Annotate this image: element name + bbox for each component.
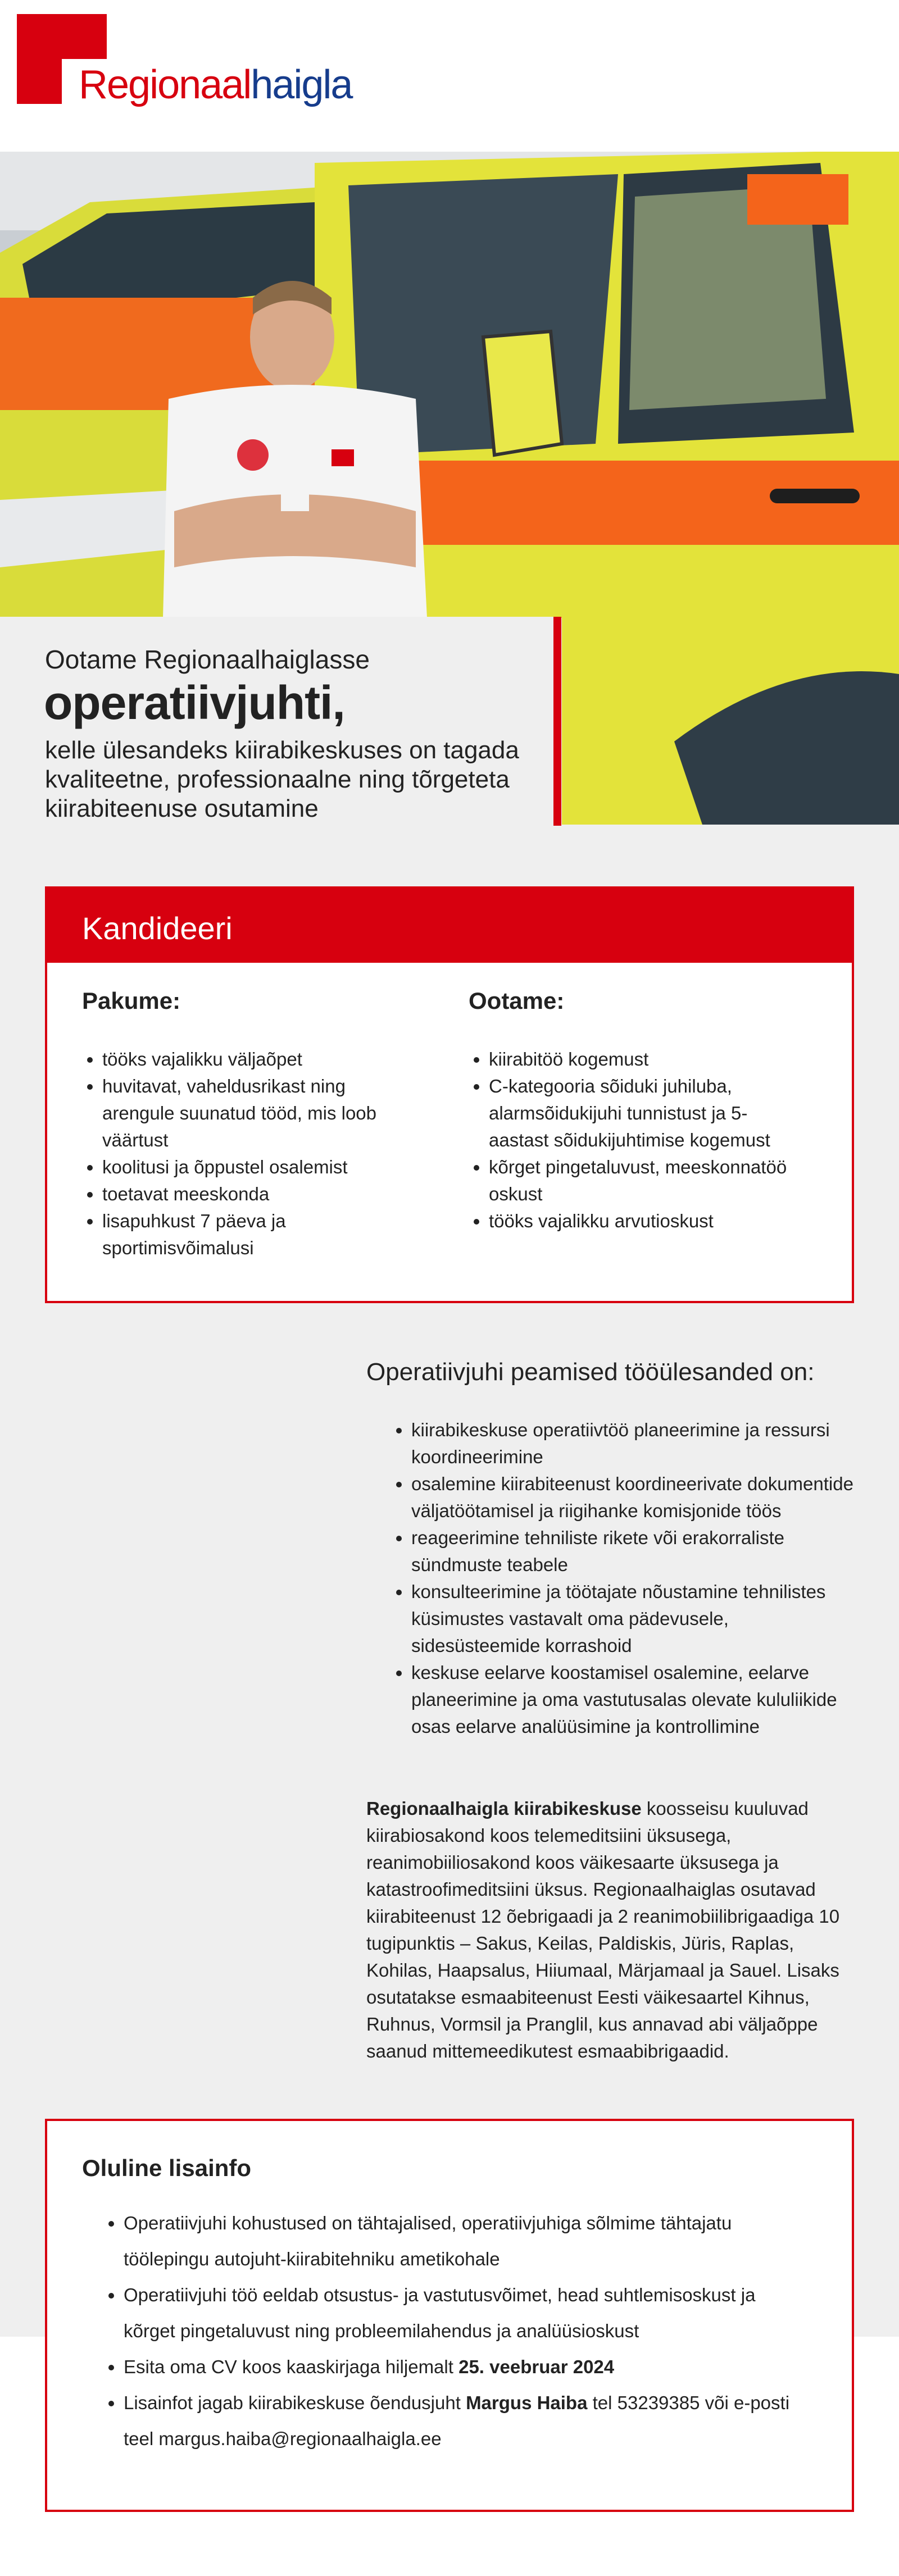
logo-wordmark-part2: haigla bbox=[251, 62, 352, 107]
info-card bbox=[45, 2119, 854, 2512]
offer-title: Pakume: bbox=[82, 987, 181, 1014]
contact-details[interactable]: tel 53239385 või e-posti teel margus.haiba@regionaalhaigla.ee bbox=[124, 2392, 790, 2449]
about-text: koosseisu kuuluvad kiirabiosakond koos telemeditsiini üksusega, reanimobiiliosakond koos väikesaarte üksusega ja katastroofimeditsiini üksus. Regionaalhaiglas osutavad kiirabiteenust 12 õebrigaadi ja 2 reanimobiilibrigaadiga 10 tugipunktis – Sakus, Keilas, Paldiskis, Jüris, Raplas, Kohilas, Haapsalus, Hiiumaal, Märjamaal ja Sauel. Lisaks osutatakse esmaabiteenust Eesti väikesaartel Kihnus, Ruhnus, Vormsil ja Pranglil, kus annavad abi väljaõppe saanud mittemeedikutest esmaabibrigaadid. bbox=[366, 1798, 840, 2061]
intro-lead: Ootame Regionaalhaiglasse bbox=[45, 645, 370, 674]
deadline-text: Esita oma CV koos kaaskirjaga hiljemalt bbox=[124, 2356, 459, 2377]
offer-list bbox=[82, 1046, 414, 1262]
apply-card-header[interactable] bbox=[47, 889, 852, 963]
list-item: • keskuse eelarve koostamisel osalemine, eelarve planeerimine ja oma vastutusalas olevate kululiikide osas eelarve analüüsimine ja kontrollimine bbox=[411, 1659, 857, 1740]
info-list bbox=[103, 2205, 811, 2457]
info-card-title: Oluline lisainfo bbox=[82, 2155, 252, 2181]
apply-card bbox=[45, 886, 854, 1303]
logo-wordmark[interactable] bbox=[79, 62, 352, 107]
list-item bbox=[124, 2385, 811, 2457]
list-item: • tööks vajalikku väljaõpet bbox=[102, 1046, 414, 1073]
list-item: • konsulteerimine ja töötajate nõustamine tehnilistes küsimustes vastavalt oma pädevusele, sidesüsteemide korrashoid bbox=[411, 1578, 857, 1659]
apply-button-label[interactable]: Kandideeri bbox=[82, 911, 233, 946]
list-item: • kõrget pingetaluvust, meeskonnatöö oskust bbox=[489, 1154, 806, 1208]
deadline-date: 25. veebruar 2024 bbox=[458, 2356, 615, 2377]
expect-list bbox=[469, 1046, 806, 1235]
contact-text: Lisainfot jagab kiirabikeskuse õendusjuht bbox=[124, 2392, 466, 2413]
duties-title: Operatiivjuhi peamised tööülesanded on: bbox=[366, 1358, 815, 1386]
list-item: • lisapuhkust 7 päeva ja sportimisvõimalusi bbox=[102, 1208, 414, 1262]
list-item: • kiirabitöö kogemust bbox=[489, 1046, 806, 1073]
list-item: • koolitusi ja õppustel osalemist bbox=[102, 1154, 414, 1181]
about-bold-lead: Regionaalhaigla kiirabikeskuse bbox=[366, 1798, 642, 1819]
list-item: • toetavat meeskonda bbox=[102, 1181, 414, 1208]
list-item: • Operatiivjuhi kohustused on tähtajalised, operatiivjuhiga sõlmime tähtajatu töölepingu autojuht-kiirabitehniku ametikohale bbox=[124, 2205, 811, 2277]
list-item: • Operatiivjuhi töö eeldab otsustus- ja vastutusvõimet, head suhtlemisoskust ja kõrget pingetaluvust ning probleemilahendus ja analüüsioskust bbox=[124, 2277, 811, 2349]
expect-title: Ootame: bbox=[469, 987, 565, 1014]
about-paragraph bbox=[366, 1795, 861, 2065]
list-item: • kiirabikeskuse operatiivtöö planeerimine ja ressursi koordineerimine bbox=[411, 1417, 857, 1471]
intro-accent-bar bbox=[553, 617, 561, 826]
list-item bbox=[124, 2349, 811, 2385]
page-title: operatiivjuhti, bbox=[44, 676, 345, 729]
intro-description: kelle ülesandeks kiirabikeskuses on tagada kvaliteetne, professionaalne ning tõrgeteta kiirabiteenuse osutamine bbox=[45, 736, 519, 822]
list-item: • huvitavat, vaheldusrikast ning arengule suunatud tööd, mis loob väärtust bbox=[102, 1073, 414, 1154]
duties-list bbox=[391, 1417, 857, 1740]
list-item: • tööks vajalikku arvutioskust bbox=[489, 1208, 806, 1235]
logo-wordmark-part1: Regionaal bbox=[79, 62, 251, 107]
contact-name: Margus Haiba bbox=[466, 2392, 588, 2413]
site-header bbox=[0, 0, 899, 152]
list-item: • reageerimine tehniliste rikete või erakorraliste sündmuste teabele bbox=[411, 1524, 857, 1578]
list-item: • C-kategooria sõiduki juhiluba, alarmsõidukijuhi tunnistust ja 5-aastast sõidukijuhtimise kogemust bbox=[489, 1073, 806, 1154]
list-item: • osalemine kiirabiteenust koordineerivate dokumentide väljatöötamisel ja riigihanke komisjonide töös bbox=[411, 1471, 857, 1524]
